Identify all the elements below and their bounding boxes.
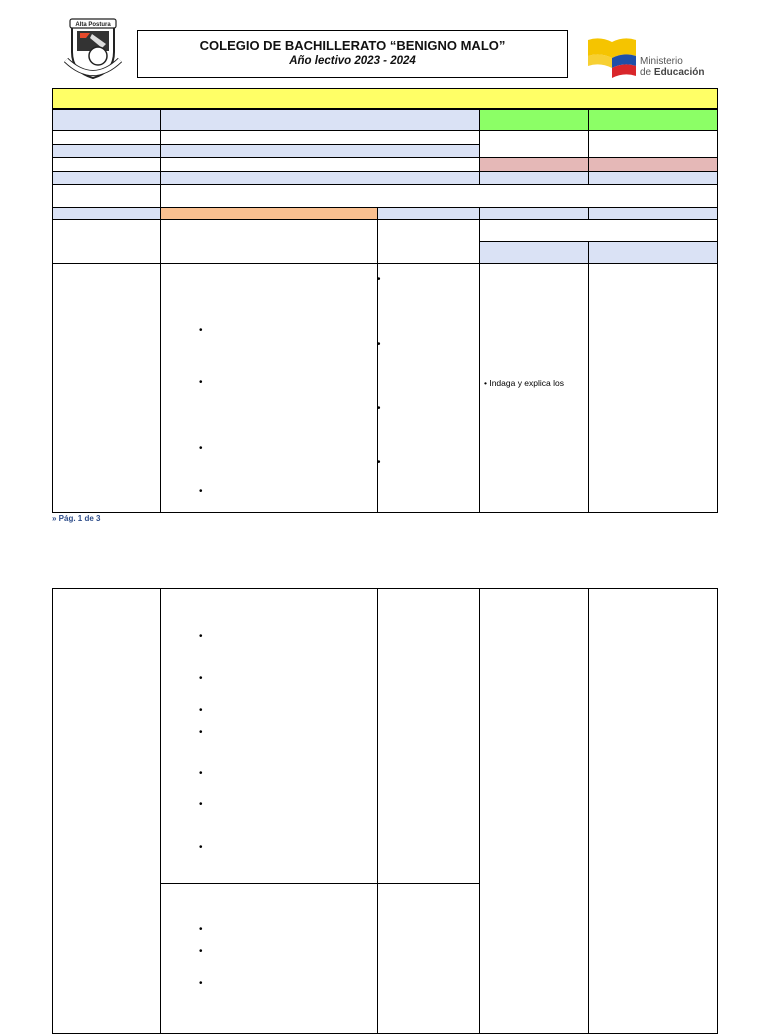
- header-cell: [588, 109, 718, 131]
- bullet-marker: •: [199, 924, 203, 935]
- bullet-marker: •: [377, 339, 381, 350]
- info-cell: [52, 144, 161, 158]
- header-cell: [479, 109, 589, 131]
- school-name: COLEGIO DE BACHILLERATO “BENIGNO MALO”: [199, 38, 506, 53]
- ministry-logo: [586, 36, 716, 82]
- content-cell: [377, 263, 480, 513]
- info-cell: [160, 157, 480, 172]
- ecuador-flag-icon: [586, 36, 638, 80]
- crest-motto: Alta Postura: [75, 22, 111, 28]
- bullet-marker: •: [199, 799, 203, 810]
- bullet-marker: •: [199, 673, 203, 684]
- bullet-marker: •: [199, 325, 203, 336]
- indicator-text: • Indaga y explica los: [484, 378, 564, 388]
- header-cell: [160, 109, 480, 131]
- info-cell: [588, 171, 718, 185]
- info-cell: [479, 171, 589, 185]
- ministry-line1: Ministerio: [640, 56, 683, 67]
- bullet-marker: •: [199, 486, 203, 497]
- header-cell: [52, 109, 161, 131]
- info-cell: [160, 184, 718, 208]
- bullet-marker: •: [199, 443, 203, 454]
- school-year: Año lectivo 2023 - 2024: [289, 55, 416, 67]
- ministry-line2: de Educación: [640, 67, 705, 78]
- content-cell: [52, 588, 161, 1034]
- bullet-marker: •: [199, 377, 203, 388]
- subheader-cell: [377, 219, 480, 264]
- content-cell: [588, 263, 718, 513]
- info-cell: [588, 130, 718, 158]
- content-cell: [160, 588, 378, 884]
- info-cell: [52, 184, 161, 208]
- school-crest-logo: [62, 16, 124, 82]
- subheader-cell: [52, 219, 161, 264]
- bullet-marker: •: [199, 631, 203, 642]
- table-title-row: [52, 88, 718, 109]
- title-box: [137, 30, 568, 78]
- info-cell: [160, 130, 480, 145]
- content-cell: [160, 263, 378, 513]
- info-cell: [479, 130, 589, 158]
- subheader-cell: [479, 219, 718, 242]
- bullet-marker: •: [377, 457, 381, 468]
- bullet-marker: •: [377, 403, 381, 414]
- info-cell: [52, 171, 161, 185]
- content-cell: [52, 263, 161, 513]
- subheader-cell: [160, 219, 378, 264]
- subheader-cell: [588, 241, 718, 264]
- content-cell: [377, 883, 480, 1034]
- page-number: » Pág. 1 de 3: [52, 514, 101, 523]
- content-cell: [377, 588, 480, 884]
- info-cell: [52, 157, 161, 172]
- info-cell: [52, 130, 161, 145]
- bullet-marker: •: [199, 768, 203, 779]
- content-cell: [588, 588, 718, 1034]
- info-cell: [479, 157, 589, 172]
- content-cell: [160, 883, 378, 1034]
- subheader-cell: [479, 241, 589, 264]
- bullet-marker: •: [199, 727, 203, 738]
- info-cell: [160, 144, 480, 158]
- info-cell: [160, 171, 480, 185]
- bullet-marker: •: [199, 842, 203, 853]
- content-cell: [479, 263, 589, 513]
- bullet-marker: •: [199, 978, 203, 989]
- bullet-marker: •: [199, 946, 203, 957]
- bullet-marker: •: [377, 274, 381, 285]
- info-cell: [588, 157, 718, 172]
- bullet-marker: •: [199, 705, 203, 716]
- content-cell: [479, 588, 589, 1034]
